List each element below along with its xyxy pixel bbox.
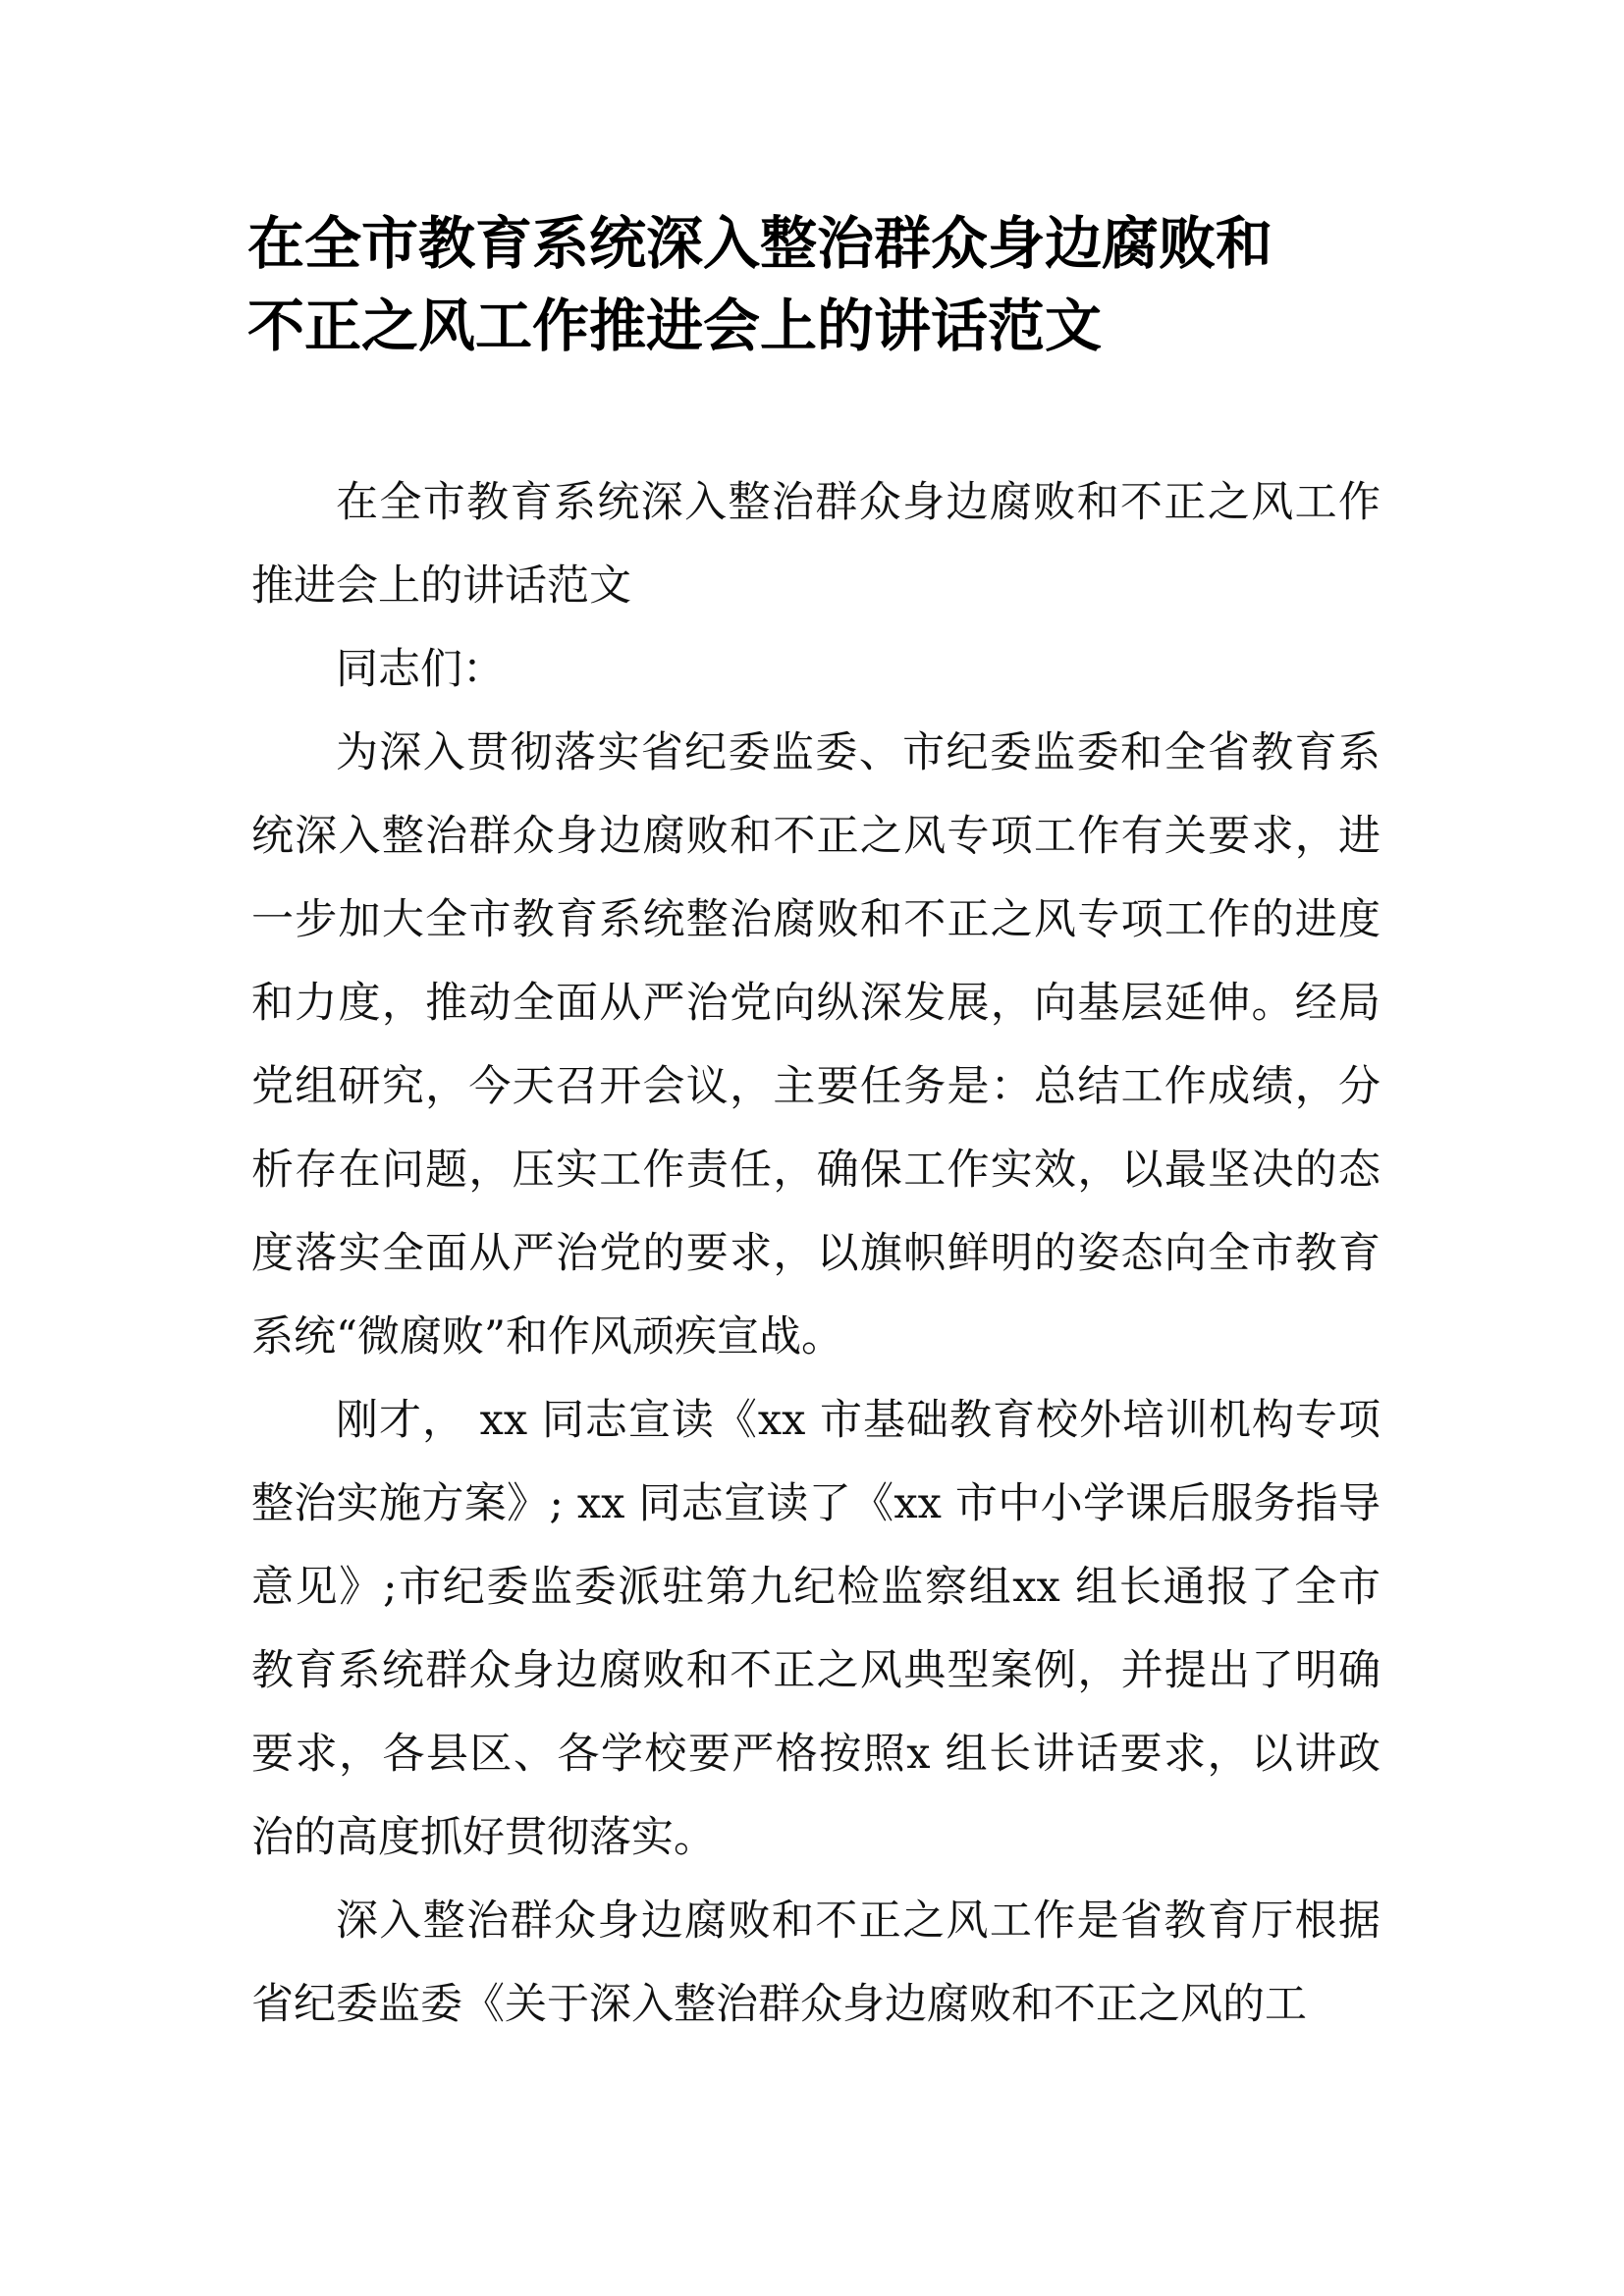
title-line-1: 在全市教育系统深入整治群众身边腐败和 [247,210,1273,277]
paragraph-purpose: 为深入贯彻落实省纪委监委、市纪委监委和全省教育系统深入整治群众身边腐败和不正之风专项工作有关要求，进一步加大全市教育系统整治腐败和不正之风专项工作的进度和力度，推动全面从严治党向纵深发展，向基层延伸。经局党组研究，今天召开会议，主要任务是：总结工作成绩，分析存在问题，压实工作责任，确保工作实效，以最坚决的态度落实全面从严治党的要求，以旗帜鲜明的姿态向全市教育系统“微腐败”和作风顽疾宣战。 [251,728,1380,1362]
paragraph-subtitle: 在全市教育系统深入整治群众身边腐败和不正之风工作推进会上的讲话范文 [251,478,1380,611]
paragraph-work-background: 深入整治群众身边腐败和不正之风工作是省教育厅根据省纪委监委《关于深入整治群众身边腐败和不正之风的工 [251,1896,1380,2029]
paragraph-announcements: 刚才， xx 同志宣读《xx 市基础教育校外培训机构专项整治实施方案》; xx 同志宣读了《xx 市中小学课后服务指导意见》;市纪委监委派驻第九纪检监察组xx 组长通报了全市教育系统群众身边腐败和不正之风典型案例，并提出了明确要求，各县区、各学校要严格按照x 组长讲话要求，以讲政治的高度抓好贯彻落实。 [251,1396,1381,1862]
title-line-2: 不正之风工作推进会上的讲话范文 [247,293,1103,359]
document-title [247,202,1377,367]
paragraph-salutation: 同志们： [336,645,505,694]
document-body [251,461,1380,2047]
